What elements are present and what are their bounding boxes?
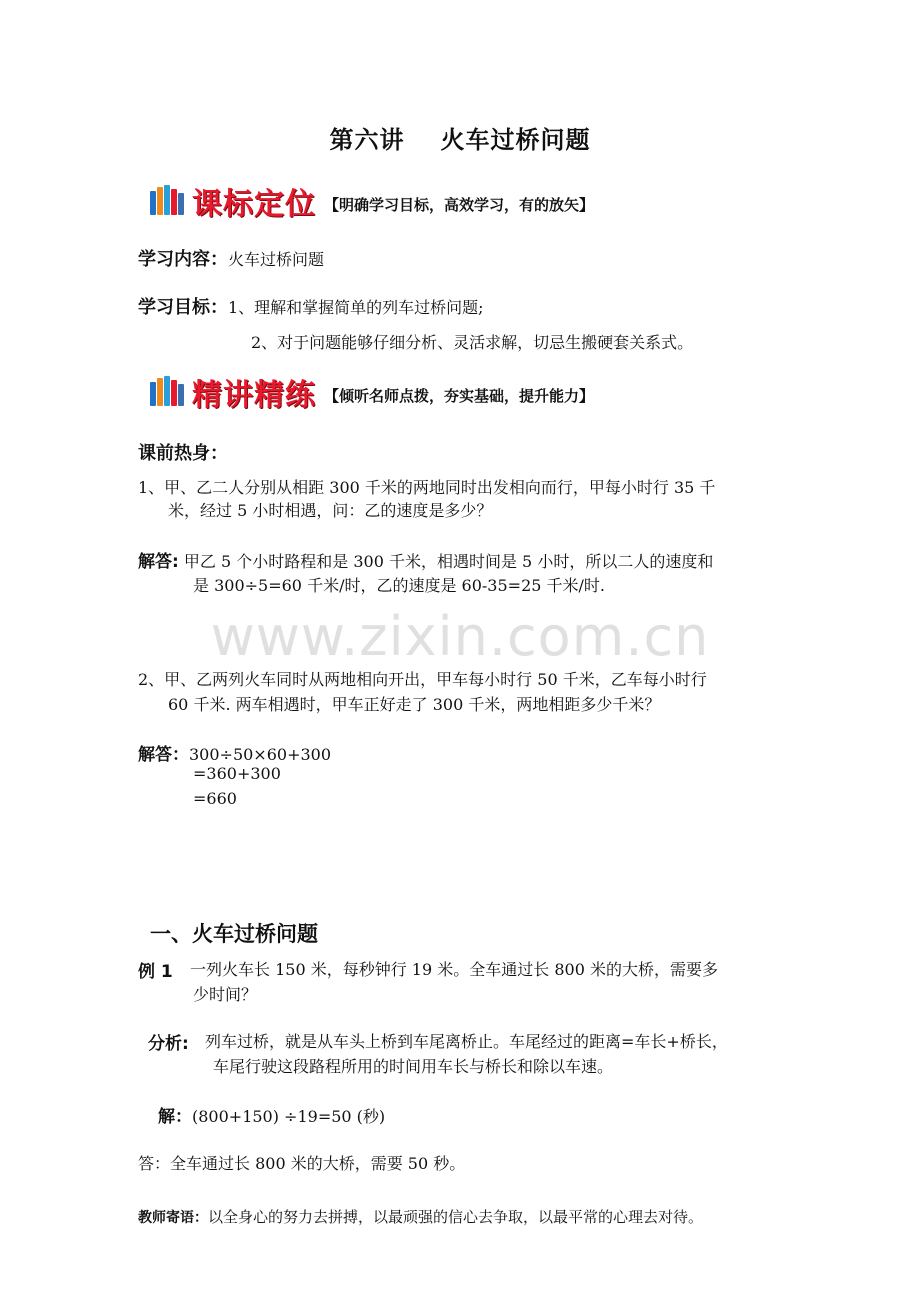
banner-course-positioning bbox=[150, 181, 594, 221]
example-1-line-1: 一列火车长 150 米，每秒钟行 19 米。全车通过长 800 米的大桥，需要多 bbox=[190, 960, 718, 979]
solution-text: (800+150) ÷19=50 (秒) bbox=[192, 1107, 386, 1126]
question-1-line-2: 米，经过 5 小时相遇，问：乙的速度是多少？ bbox=[168, 501, 493, 520]
answer-1-line-1: 甲乙 5 个小时路程和是 300 千米，相遇时间是 5 小时，所以二人的速度和 bbox=[183, 552, 714, 571]
answer-1-line-2: 是 300÷5=60 千米/时，乙的速度是 60-35=25 千米/时. bbox=[193, 576, 605, 595]
title-topic: 火车过桥问题 bbox=[440, 125, 591, 154]
answer-1 bbox=[138, 547, 713, 572]
banner-subtitle: 【倾听名师点拨，夯实基础，提升能力】 bbox=[324, 386, 595, 405]
solution bbox=[158, 1102, 385, 1127]
learning-goals-label: 学习目标： bbox=[138, 297, 228, 318]
answer-2-line-3: =660 bbox=[193, 789, 237, 808]
books-icon bbox=[150, 376, 184, 408]
question-2-line-2: 60 千米. 两车相遇时，甲车正好走了 300 千米，两地相距多少千米？ bbox=[168, 695, 661, 714]
watermark: www.zixin.com.cn bbox=[210, 605, 710, 668]
learning-goals bbox=[138, 293, 484, 319]
final-answer: 答：全车通过长 800 米的大桥，需要 50 秒。 bbox=[138, 1154, 466, 1173]
example-1-line-2: 少时间？ bbox=[193, 985, 258, 1004]
learning-goal-2: 2、对于问题能够仔细分析、灵活求解，切忌生搬硬套关系式。 bbox=[251, 333, 694, 352]
teacher-message bbox=[138, 1206, 703, 1227]
teacher-message-label: 教师寄语： bbox=[138, 1210, 208, 1226]
answer-2-label: 解答： bbox=[138, 745, 189, 765]
banner-title: 精讲精练 bbox=[192, 378, 316, 413]
question-1-line-1: 1、甲、乙二人分别从相距 300 千米的两地同时出发相向而行，甲每小时行 35 千 bbox=[138, 478, 716, 497]
learning-content bbox=[138, 245, 324, 271]
analysis-line-2: 车尾行驶这段路程所用的时间用车长与桥长和除以车速。 bbox=[213, 1057, 614, 1076]
banner-focused-practice bbox=[150, 372, 594, 412]
answer-2-line-2: =360+300 bbox=[193, 764, 281, 783]
page-title bbox=[0, 120, 920, 155]
solution-label: 解： bbox=[158, 1107, 192, 1127]
teacher-message-text: 以全身心的努力去拼搏，以最顽强的信心去争取，以最平常的心理去对待。 bbox=[208, 1208, 704, 1226]
answer-2 bbox=[138, 740, 331, 765]
learning-content-label: 学习内容： bbox=[138, 249, 228, 270]
answer-1-label: 解答: bbox=[138, 552, 179, 572]
example-1 bbox=[138, 957, 173, 982]
question-2-line-1: 2、甲、乙两列火车同时从两地相向开出，甲车每小时行 50 千米，乙车每小时行 bbox=[138, 670, 707, 689]
answer-2-line-1: 300÷50×60+300 bbox=[189, 745, 332, 764]
learning-goal-1: 1、理解和掌握简单的列车过桥问题; bbox=[228, 298, 484, 317]
warmup-heading: 课前热身： bbox=[138, 443, 228, 464]
learning-content-text: 火车过桥问题 bbox=[228, 250, 325, 269]
analysis-label: 分析: bbox=[148, 1034, 189, 1054]
books-icon bbox=[150, 185, 184, 217]
banner-subtitle: 【明确学习目标，高效学习，有的放矢】 bbox=[324, 195, 595, 214]
analysis-line-1: 列车过桥，就是从车头上桥到车尾离桥止。车尾经过的距离=车长+桥长， bbox=[205, 1032, 728, 1051]
example-1-label: 例 1 bbox=[138, 962, 173, 982]
title-lecture: 第六讲 bbox=[329, 125, 405, 154]
section-heading: 一、火车过桥问题 bbox=[150, 922, 318, 946]
banner-title: 课标定位 bbox=[192, 187, 316, 222]
